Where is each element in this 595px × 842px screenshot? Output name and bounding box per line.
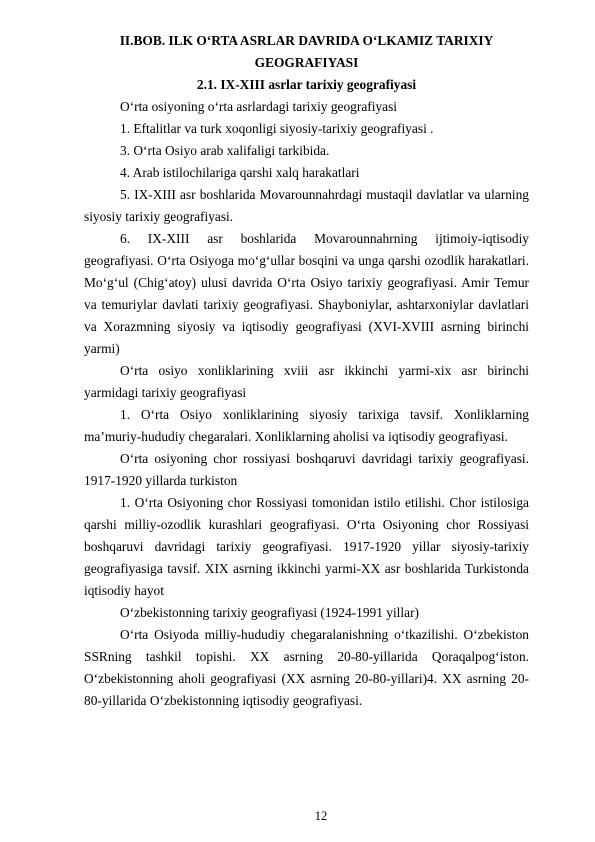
paragraph-2: 1. Eftalitlar va turk xoqonligi siyosiy-tarixiy geografiyasi . <box>120 121 434 136</box>
paragraph-7: O‘rta osiyo xonliklarining xviii asr ikkinchi yarmi-xix asr birinchi yarmidagi tarixiy geografiyasi <box>84 363 529 400</box>
paragraph-3: 3. O‘rta Osiyo arab xalifaligi tarkibida. <box>120 143 330 158</box>
paragraph-6: 6. IX-XIII asr boshlarida Movarounnahrning ijtimoiy-iqtisodiy geografiyasi. O‘rta Osiyoga mo‘g‘ullar bosqini va unga qarshi ozodlik harakatlari. Mo‘g‘ul (Chig‘atoy) ulusi davrida O‘rta Osiyo tarixiy geografiyasi. Amir Temur va temuriylar davlati tarixiy geografiyasi. Shayboniylar, ashtarxoniylar davlatlari va Xorazmning siyosiy va iqtisodiy geografiyasi (XVI-XVIII asrning birinchi yarmi) <box>84 231 529 356</box>
paragraph-8: 1. O‘rta Osiyo xonliklarining siyosiy tarixiga tavsif. Xonliklarning ma’muriy-hududiy chegaralari. Xonliklarning aholisi va iqtisodiy geografiyasi. <box>84 407 529 444</box>
section-heading: 2.1. IX-XIII asrlar tarixiy geografiyasi <box>196 77 417 92</box>
paragraph-10: 1. O‘rta Osiyoning chor Rossiyasi tomonidan istilo etilishi. Chor istilosiga qarshi milliy-ozodlik kurashlari geografiyasi. O‘rta Osiyoning chor Rossiyasi boshqaruvi davridagi tarixiy geografiyasi. 1917-1920 yillar siyosiy-tarixiy geografiyasiga tavsif. XIX asrning ikkinchi yarmi-XX asr boshlarida Turkistonda iqtisodiy hayot <box>84 495 529 598</box>
chapter-title: II.BOB. ILK O‘RTA ASRLAR DAVRIDA O‘LKAMIZ TARIXIY GEOGRAFIYASI <box>119 33 494 70</box>
paragraph-9: O‘rta osiyoning chor rossiyasi boshqaruvi davridagi tarixiy geografiyasi. 1917-1920 yillarda turkiston <box>84 451 529 488</box>
page-number-container <box>0 808 595 824</box>
page-number: 12 <box>314 809 328 823</box>
paragraph-12: O‘rta Osiyoda milliy-hududiy chegaralanishning o‘tkazilishi. O‘zbekiston SSRning tashkil topishi. XX asrning 20-80-yillarida Qoraqalpog‘iston. O‘zbekistonning aholi geografiyasi (XX asrning 20-80-yillari)4. XX asrning 20-80-yillarida O‘zbekistonning iqtisodiy geografiyasi. <box>84 627 529 708</box>
paragraph-11: O‘zbekistonning tarixiy geografiyasi (1924-1991 yillar) <box>120 605 419 620</box>
paragraph-1: O‘rta osiyoning o‘rta asrlardagi tarixiy geografiyasi <box>120 99 398 114</box>
paragraph-4: 4. Arab istilochilariga qarshi xalq harakatlari <box>120 165 360 180</box>
document-page <box>84 30 529 712</box>
paragraph-5: 5. IX-XIII asr boshlarida Movarounnahrdagi mustaqil davlatlar va ularning siyosiy tarixiy geografiyasi. <box>84 187 529 224</box>
